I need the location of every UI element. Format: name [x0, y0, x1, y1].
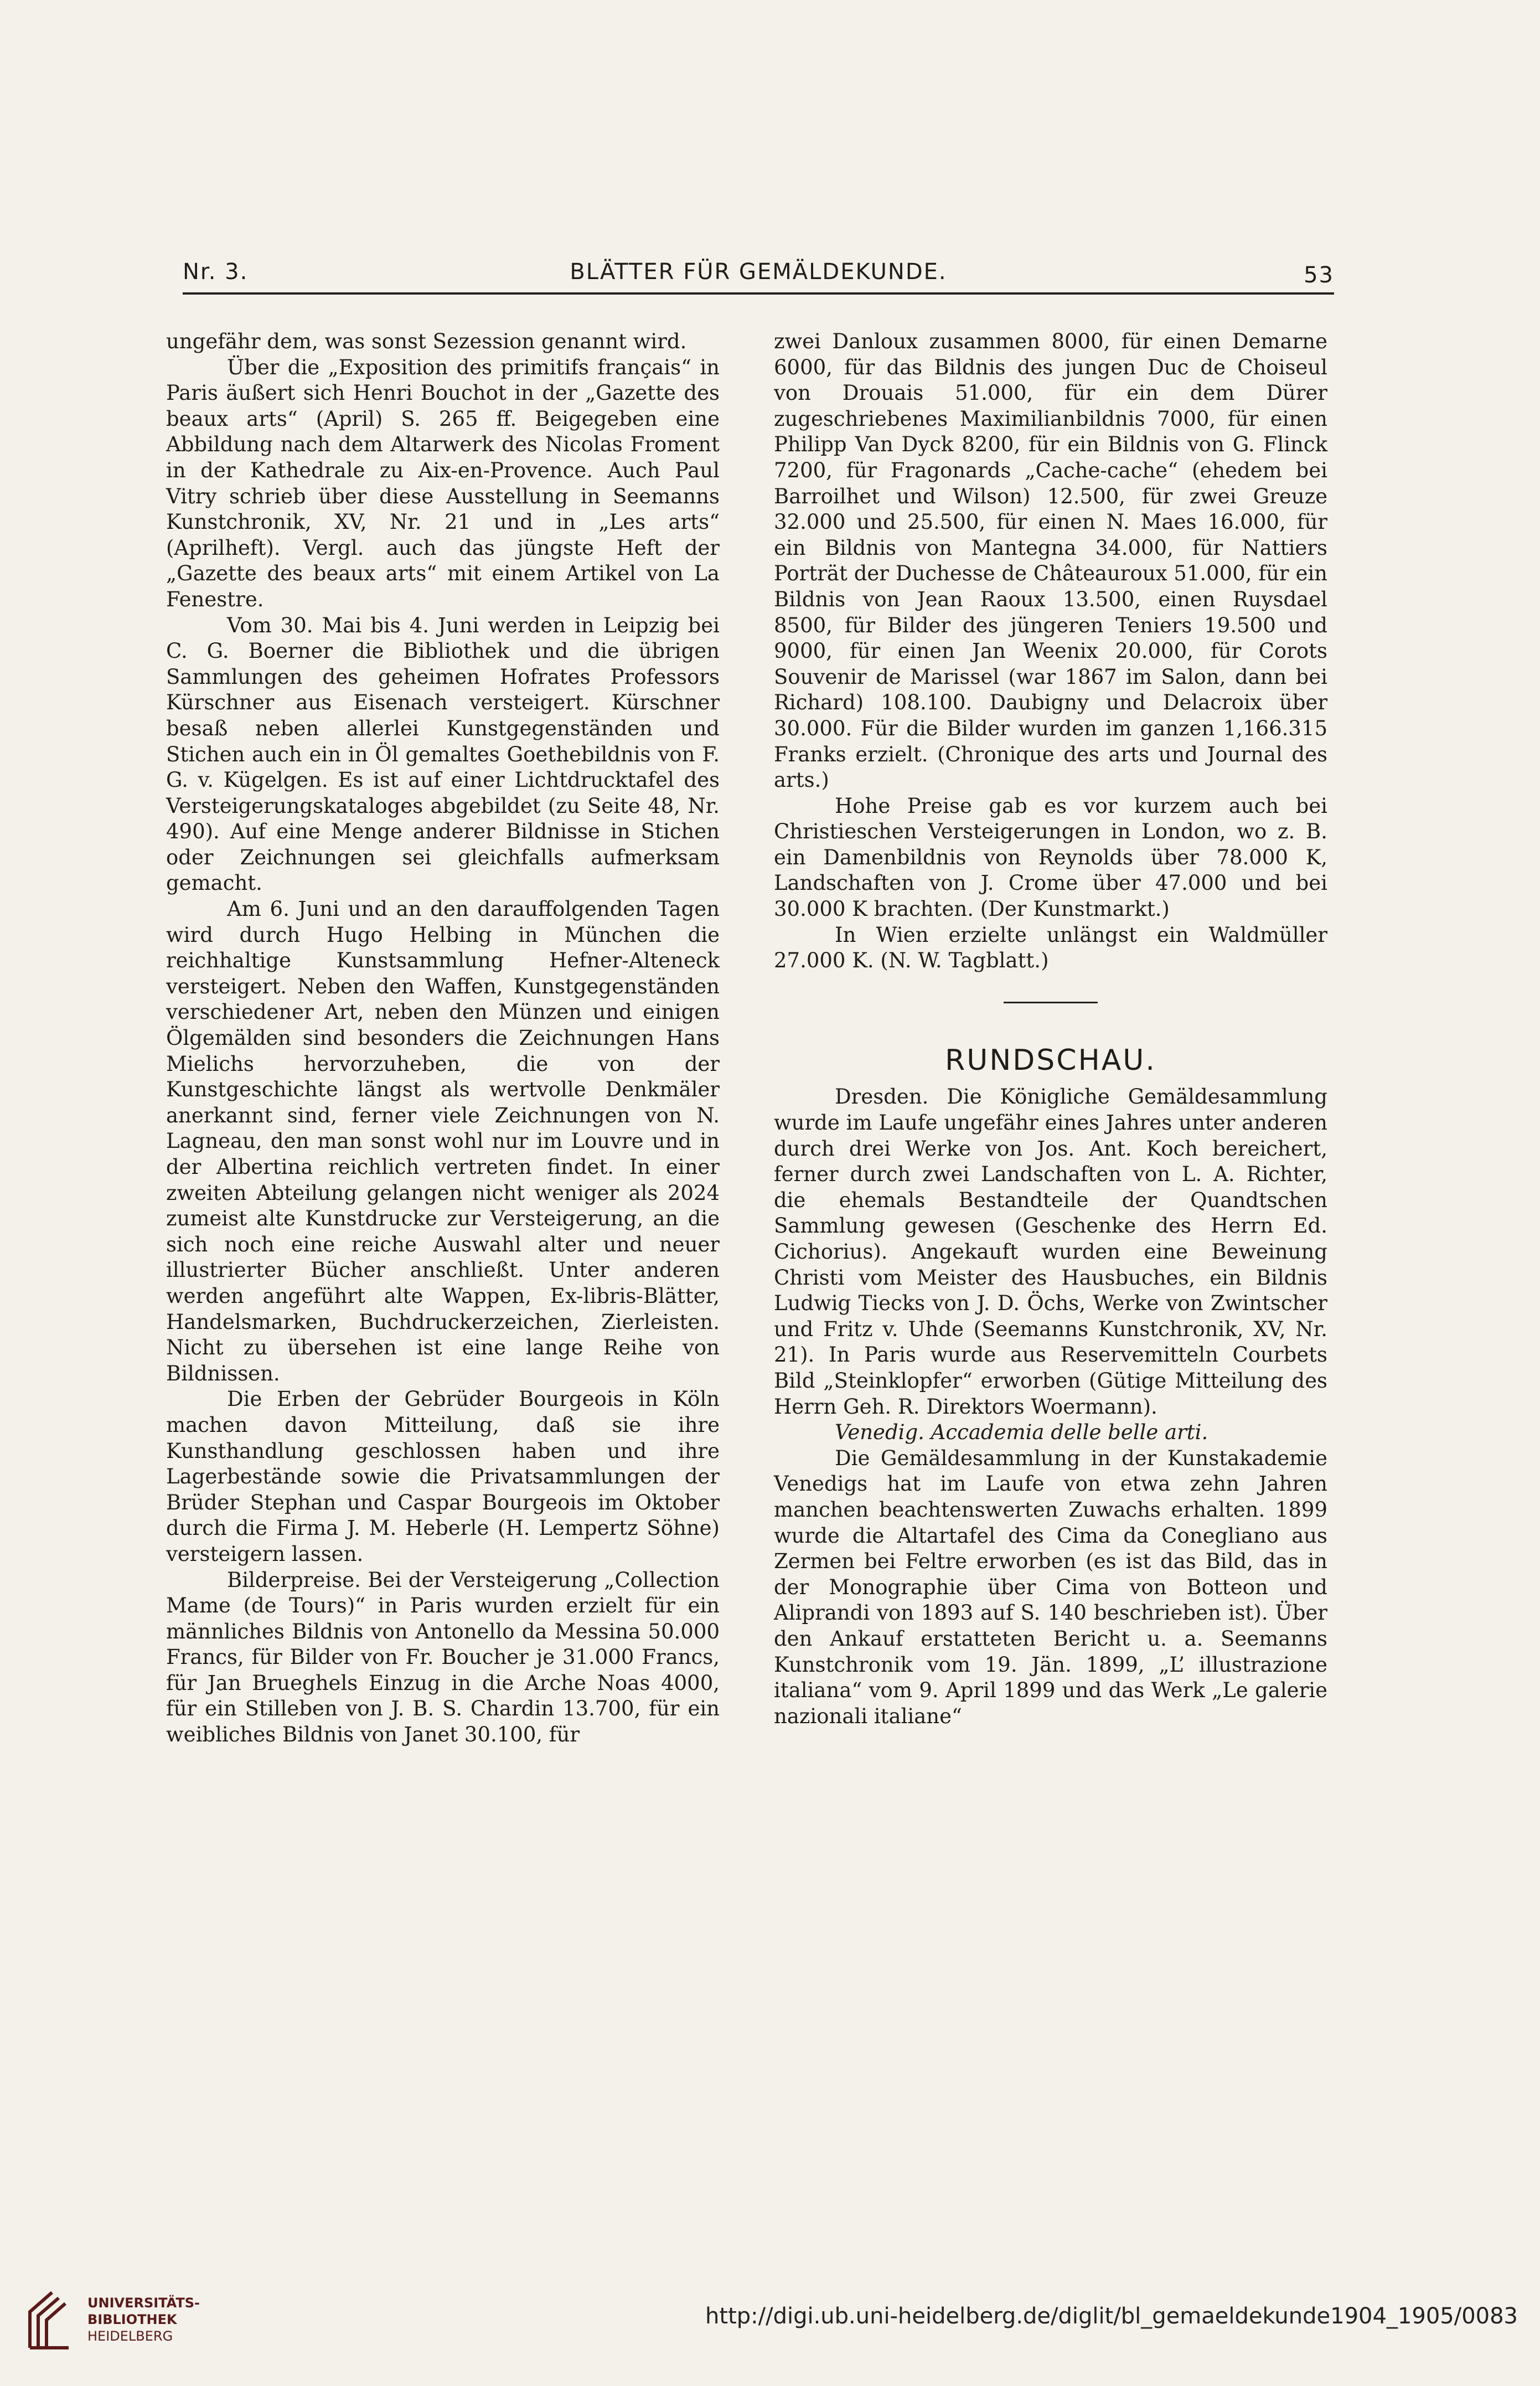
paragraph: zwei Danloux zusammen 8000, für einen Demarne 6000, für das Bildnis des jungen Duc de Choiseul von Drouais 51.000, für ein dem Dürer zugeschriebenes Maximilianbildnis 7000, für einen Philipp Van Dyck 8200, für ein Bildnis von G. Flinck 7200, für Fragonards „Cache-cache“ (ehedem bei Barroilhet und Wilson) 12.500, für zwei Greuze 32.000 und 25.500, für einen N. Maes 16.000, für ein Bildnis von Mantegna 34.000, für Nattiers Porträt der Duchesse de Châteauroux 51.000, für ein Bildnis von Jean Raoux 13.500, einen Ruysdael 8500, für Bilder des jüngeren Teniers 19.500 und 9000, für einen Jan Weenix 20.000, für Corots Souvenir de Marissel (war 1867 im Salon, dann bei Richard) 108.100. Daubigny und Delacroix über 30.000. Für die Bilder wurden im ganzen 1,166.315 Franks erzielt. (Chronique des arts und Journal des arts.) — [774, 329, 1327, 792]
library-logo — [19, 2281, 200, 2364]
header-rule — [183, 292, 1334, 295]
paragraph: Die Gemäldesammlung in der Kunstakademie Venedigs hat im Laufe von etwa zehn Jahren manchen beachtenswerten Zuwachs erhalten. 1899 wurde die Altartafel des Cima da Conegliano aus Zermen bei Feltre erworben (es ist das Bild, das in der Monographie über Cima von Botteon und Aliprandi von 1893 auf S. 140 beschrieben ist). Über den Ankauf erstatteten Bericht u. a. Seemanns Kunstchronik vom 19. Jän. 1899, „L’ illustrazione italiana“ vom 9. April 1899 und das Werk „Le galerie nazionali italiane“ — [774, 1446, 1327, 1728]
library-name — [87, 2295, 200, 2344]
paragraph: Am 6. Juni und an den darauffolgenden Tagen wird durch Hugo Helbing in München die reichhaltige Kunstsammlung Hefner-Alteneck versteigert. Neben den Waffen, Kunstgegenständen verschiedener Art, neben den Münzen und einigen Ölgemälden sind besonders die Zeichnungen Hans Mielichs hervorzuheben, die von der Kunstgeschichte längst als wertvolle Denkmäler anerkannt sind, ferner viele Zeichnungen von N. Lagneau, den man sonst wohl nur im Louvre und in der Albertina reichlich vertreten findet. In einer zweiten Abteilung gelangen nicht weniger als 2024 zumeist alte Kunstdrucke zur Versteigerung, an die sich noch eine reiche Auswahl alter und neuer illustrierter Bücher anschließt. Unter anderen werden angeführt alte Wappen, Ex-libris-Blätter, Handelsmarken, Buchdruckerzeichen, Zierleisten. Nicht zu übersehen ist eine lange Reihe von Bildnissen. — [166, 897, 720, 1385]
left-column — [166, 329, 720, 1748]
page-number: 53 — [1304, 262, 1334, 288]
paragraph: ungefähr dem, was sonst Sezession genannt wird. — [166, 329, 687, 353]
section-divider — [1004, 1002, 1098, 1003]
library-name-line: BIBLIOTHEK — [87, 2312, 177, 2327]
right-column — [774, 329, 1327, 1729]
issue-number: Nr. 3. — [183, 259, 249, 285]
paragraph: Über die „Exposition des primitifs français“ in Paris äußert sich Henri Bouchot in der „Gazette des beaux arts“ (April) S. 265 ff. Beigegeben eine Abbildung nach dem Altarwerk des Nicolas Froment in der Kathedrale zu Aix-en-Provence. Auch Paul Vitry schrieb über diese Ausstellung in Seemanns Kunstchronik, XV, Nr. 21 und in „Les arts“ (Aprilheft). Vergl. auch das jüngste Heft der „Gazette des beaux arts“ mit einem Artikel von La Fenestre. — [166, 355, 720, 611]
library-name-line: UNIVERSITÄTS- — [87, 2295, 200, 2311]
paragraph: Dresden. Die Königliche Gemäldesammlung wurde im Laufe ungefähr eines Jahres unter anderen durch drei Werke von Jos. Ant. Koch bereichert, ferner durch zwei Landschaften von L. A. Richter, die ehemals Bestandteile der Quandtschen Sammlung gewesen (Geschenke des Herrn Ed. Cichorius). Angekauft wurden eine Beweinung Christi vom Meister des Hausbuches, ein Bildnis Ludwig Tiecks von J. D. Öchs, Werke von Zwintscher und Fritz v. Uhde (Seemanns Kunstchronik, XV, Nr. 21). In Paris wurde aus Reservemitteln Courbets Bild „Steinklopfer“ erworben (Gütige Mitteilung des Herrn Geh. R. Direktors Woermann). — [774, 1085, 1327, 1419]
library-emblem-icon — [19, 2287, 74, 2353]
paragraph: Vom 30. Mai bis 4. Juni werden in Leipzig bei C. G. Boerner die Bibliothek und die übrigen Sammlungen des geheimen Hofrates Professors Kürschner aus Eisenach versteigert. Kürschner besaß neben allerlei Kunstgegenständen und Stichen auch ein in Öl gemaltes Goethebildnis von F. G. v. Kügelgen. Es ist auf einer Lichtdrucktafel des Versteigerungskataloges abgebildet (zu Seite 48, Nr. 490). Auf eine Menge anderer Bildnisse in Stichen oder Zeichnungen sei gleichfalls aufmerksam gemacht. — [166, 613, 720, 895]
source-url[interactable]: http://digi.ub.uni-heidelberg.de/diglit/bl_gemaeldekunde1904_1905/0083 — [705, 2303, 1518, 2329]
paragraph: Die Erben der Gebrüder Bourgeois in Köln machen davon Mitteilung, daß sie ihre Kunsthandlung geschlossen haben und ihre Lagerbestände sowie die Privatsammlungen der Brüder Stephan und Caspar Bourgeois im Oktober durch die Firma J. M. Heberle (H. Lempertz Söhne) versteigern lassen. — [166, 1387, 720, 1566]
paragraph: Hohe Preise gab es vor kurzem auch bei Christieschen Versteigerungen in London, wo z. B. ein Damenbildnis von Reynolds über 78.000 K, Landschaften von J. Crome über 47.000 und bei 30.000 K brachten. (Der Kunstmarkt.) — [774, 793, 1327, 921]
paragraph: Venedig. Accademia delle belle arti. — [835, 1420, 1208, 1445]
running-header — [183, 259, 1334, 292]
paragraph: Bilderpreise. Bei der Versteigerung „Collection Mame (de Tours)“ in Paris wurden erzielt für ein männliches Bildnis von Antonello da Messina 50.000 Francs, für Bilder von Fr. Boucher je 31.000 Francs, für Jan Brueghels Einzug in die Arche Noas 4000, für ein Stilleben von J. B. S. Chardin 13.700, für ein weibliches Bildnis von Janet 30.100, für — [166, 1568, 720, 1747]
journal-title: BLÄTTER FÜR GEMÄLDEKUNDE. — [570, 259, 947, 285]
section-heading: RUNDSCHAU. — [945, 1043, 1156, 1077]
library-name-line: HEIDELBERG — [87, 2328, 173, 2344]
paragraph: In Wien erzielte unlängst ein Waldmüller 27.000 K. (N. W. Tagblatt.) — [774, 923, 1327, 973]
